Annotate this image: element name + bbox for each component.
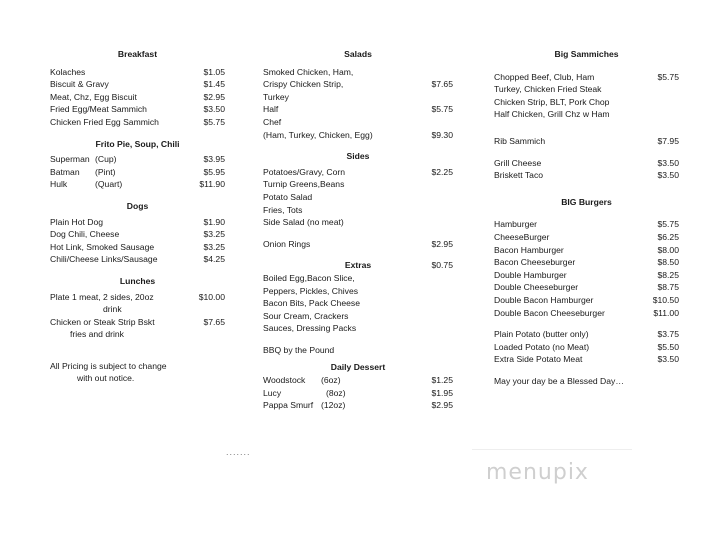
menu-item: Double Cheeseburger $8.75 xyxy=(494,282,679,293)
menu-item: Bacon Hamburger $8.00 xyxy=(494,244,679,255)
menu-item: Turnip Greens,Beans xyxy=(263,179,345,190)
menu-item: Turkey xyxy=(263,91,289,102)
menu-item: Onion Rings $2.95 xyxy=(263,238,453,249)
menu-column-middle xyxy=(263,48,453,412)
menu-item: Chicken Fried Egg Sammich $5.75 xyxy=(50,116,225,127)
divider xyxy=(472,449,632,450)
menu-item: CheeseBurger $6.25 xyxy=(494,231,679,242)
menu-item: Smoked Chicken, Ham, xyxy=(263,66,354,77)
menu-item: Potatoes/Gravy, Corn $2.25 xyxy=(263,166,453,177)
menu-item: Turkey, Chicken Fried Steak xyxy=(494,84,602,95)
menu-item: Biscuit & Gravy $1.45 xyxy=(50,79,225,90)
menu-item: Loaded Potato (no Meat) $5.50 xyxy=(494,341,679,352)
menu-item: Briskett Taco $3.50 xyxy=(494,170,679,181)
menu-item: Grill Cheese $3.50 xyxy=(494,157,679,168)
menu-item: Woodstock (6oz) $1.25 xyxy=(263,375,453,386)
burgers-title: BIG Burgers xyxy=(561,196,612,207)
menu-item: Plain Potato (butter only) $3.75 xyxy=(494,329,679,340)
menu-item: Sauces, Dressing Packs xyxy=(263,323,357,334)
menu-item: Chili/Cheese Links/Sausage $4.25 xyxy=(50,254,225,265)
menu-item: Double Hamburger $8.25 xyxy=(494,269,679,280)
menu-item-detail: drink xyxy=(103,304,122,315)
menu-item: Side Salad (no meat) xyxy=(263,217,344,228)
menu-item: Fries, Tots xyxy=(263,204,303,215)
menu-item: Peppers, Pickles, Chives xyxy=(263,285,359,296)
menu-item: Pappa Smurf (12oz) $2.95 xyxy=(263,400,453,411)
menu-item: Chef xyxy=(263,116,282,127)
menu-item: Chopped Beef, Club, Ham $5.75 xyxy=(494,71,679,82)
menu-item: Plate 1 meat, 2 sides, 20oz $10.00 xyxy=(50,291,225,302)
menu-item: Double Bacon Hamburger $10.50 xyxy=(494,294,679,305)
blessing-text: May your day be a Blessed Day… xyxy=(494,375,624,386)
menu-item: Meat, Chz, Egg Biscuit $2.95 xyxy=(50,91,225,102)
menu-item: Batman (Pint) $5.95 xyxy=(50,166,225,177)
menu-item: Bacon Cheeseburger $8.50 xyxy=(494,257,679,268)
menu-item: Extra Side Potato Meat $3.50 xyxy=(494,354,679,365)
menu-item: Hot Link, Smoked Sausage $3.25 xyxy=(50,241,225,252)
lunches-title: Lunches xyxy=(119,275,156,286)
pricing-note-2: with out notice. xyxy=(77,373,135,384)
menu-item: Fried Egg/Meat Sammich $3.50 xyxy=(50,104,225,115)
menu-item: Superman (Cup) $3.95 xyxy=(50,154,225,165)
menu-item: Crispy Chicken Strip, $7.65 xyxy=(263,79,453,90)
pricing-note: All Pricing is subject to change xyxy=(50,360,167,371)
dogs-title: Dogs xyxy=(126,200,149,211)
menu-item: Hulk (Quart) $11.90 xyxy=(50,179,225,190)
extras-header: Extras $0.75 xyxy=(344,260,453,271)
menu-item: Chicken Strip, BLT, Pork Chop xyxy=(494,96,610,107)
menu-column-right xyxy=(494,48,679,387)
menu-item: Bacon Bits, Pack Cheese xyxy=(263,298,360,309)
dotted-separator: ....... xyxy=(226,447,251,457)
menu-item: Kolaches $1.05 xyxy=(50,66,225,77)
sammiches-title: Big Sammiches xyxy=(554,49,619,59)
menu-item: Half $5.75 xyxy=(263,104,453,115)
dessert-title: Daily Dessert xyxy=(330,362,386,373)
menupix-watermark: menupix xyxy=(486,460,589,485)
menu-item: Rib Sammich $7.95 xyxy=(494,135,679,146)
menu-item: BBQ by the Pound xyxy=(263,344,335,355)
menu-item: Sour Cream, Crackers xyxy=(263,310,349,321)
menu-item: Double Bacon Cheeseburger $11.00 xyxy=(494,307,679,318)
menu-item: Chicken or Steak Strip Bskt $7.65 xyxy=(50,316,225,327)
menu-item-detail: fries and drink xyxy=(70,329,124,340)
menu-item: Lucy (8oz) $1.95 xyxy=(263,387,453,398)
frito-title: Frito Pie, Soup, Chili xyxy=(95,138,180,149)
menu-item: Half Chicken, Grill Chz w Ham xyxy=(494,109,610,120)
salads-title: Salads xyxy=(344,49,372,59)
menu-column-left xyxy=(50,48,225,385)
menu-item: Hamburger $5.75 xyxy=(494,219,679,230)
menu-item: Boiled Egg,Bacon Slice, xyxy=(263,272,355,283)
menu-item: Plain Hot Dog $1.90 xyxy=(50,216,225,227)
sides-title: Sides xyxy=(346,151,370,162)
menu-item: Potato Salad xyxy=(263,191,313,202)
menu-item: (Ham, Turkey, Chicken, Egg) $9.30 xyxy=(263,129,453,140)
menu-item: Dog Chili, Cheese $3.25 xyxy=(50,229,225,240)
breakfast-title: Breakfast xyxy=(117,49,158,59)
